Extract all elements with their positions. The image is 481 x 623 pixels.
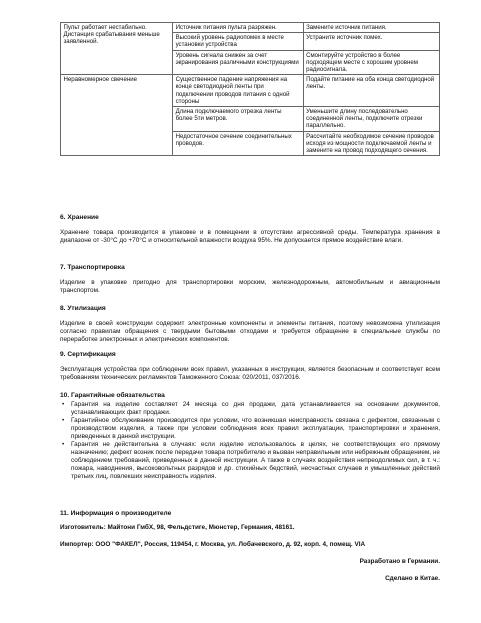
section-text: Изделие в своей конструкции содержит электронные компоненты и элементы питания, поэтому невозможна утилизация согласно правилам обращения с твердыми бытовыми отходами и требуется обращение в специальные службы по переработке электронных и электрических компонентов.	[60, 320, 440, 343]
section-heading: 7. Транспортировка	[60, 264, 125, 271]
section-text: Хранение товара производится в упаковке и в помещении в отсутствии агрессивной среды. Температура хранения в диапазоне от -30°C до +70°C и относительной влажности воздуха 95%. Не допускается прямое воздействие влаги.	[60, 229, 440, 244]
section-transport	[60, 264, 440, 295]
manufacturer-line: Изготовитель: Майтони ГмбХ, 98, Фельдстиге, Мюнстер, Германия, 48161.	[60, 524, 295, 531]
developed-in-line: Разработано в Германии.	[359, 558, 440, 565]
section-certification	[60, 351, 440, 382]
section-heading: 6. Хранение	[60, 214, 99, 221]
section-heading: 10. Гарантийные обязательства	[60, 392, 165, 399]
table-cell-solution: Замените источник питания.	[303, 23, 439, 33]
table-row	[61, 75, 440, 107]
section-manufacturer	[60, 510, 440, 583]
table-cell-cause: Недостаточное сечение соединительных проводов.	[173, 131, 304, 156]
made-in-line: Сделано в Китае.	[385, 575, 440, 582]
table-cell-problem: Неравномерное свечение	[61, 75, 173, 156]
table-cell-solution: Рассчитайте необходимое сечение проводов исходя из мощности подключаемой ленты и замените на провод подходящего сечения.	[303, 131, 439, 156]
section-warranty	[60, 392, 440, 481]
section-disposal	[60, 305, 440, 344]
section-storage	[60, 214, 440, 245]
table-row	[61, 23, 440, 33]
importer-line: Импортер: ООО "ФАКЕЛ", Россия, 119454, г. Москва, ул. Лобачевского, д. 92, корп. 4, помещ. VIA	[60, 541, 366, 548]
list-item: • Гарантия не действительна в случаях: если изделие использовалось в целях, не соответствующих его прямому назначению; дефект возник после передачи товара потребителю и вызван неправильным или небрежным обращением, не соблюдением требований, приведенных в данной инструкции. А также в случаях воздействия непреодолимых сил, в т. ч.: пожара, наводнения, высоковольтных разрядов и др. стихийных бедствий, несчастных случаев и умышленных действий третьих лиц, повлекших неисправность изделия.	[71, 441, 440, 481]
table-cell-cause: Существенное падение напряжения на конце светодиодной ленты при подключении проводов питания с одной стороны	[173, 75, 304, 107]
section-heading: 9. Сертификация	[60, 351, 116, 358]
troubleshooting-table-wrap	[60, 22, 440, 156]
table-cell-cause: Высокий уровень радиопомех в месте установки устройства	[173, 33, 304, 50]
table-cell-cause: Источник питания пульта разряжен.	[173, 23, 304, 33]
table-cell-problem: Пульт работает нестабильно. Дистанция срабатывания меньше заявленной.	[61, 23, 173, 75]
section-text: Изделие в упаковке пригодно для транспортировки морским, железнодорожным, автомобильным и авиационным транспортом.	[60, 279, 440, 294]
list-item: • Гарантия на изделие составляет 24 месяца со дня продажи, дата устанавливается на основании документов, устанавливающих факт продажи.	[71, 401, 440, 417]
section-text: Эксплуатация устройства при соблюдении всех правил, указанных в инструкции, является безопасным и соответствует всем требованиям технических регламентов Таможенного Союза: 020/2011, 037/2016.	[60, 366, 440, 381]
table-cell-solution: Устраните источник помех.	[303, 33, 439, 50]
list-item: • Гарантийное обслуживание производится при условии, что возникшая неисправность связана с дефектом, связанным с производством изделия, а также при условии соблюдения всех правил эксплуатации, транспортировки и хранения, приведенных в данной инструкции.	[71, 417, 440, 441]
table-cell-solution: Уменьшите длину последовательно соединенной ленты, подключите отрезки параллельно.	[303, 107, 439, 132]
table-cell-cause: Уровень сигнала снижен за счет экранирования различными конструкциями	[173, 50, 304, 75]
warranty-list	[60, 401, 440, 481]
table-cell-solution: Подайте питание на оба конца светодиодной ленты.	[303, 75, 439, 107]
section-heading: 8. Утилизация	[60, 305, 106, 312]
table-cell-solution: Смонтируйте устройство в более подходящем месте с хорошим уровнем радиосигнала.	[303, 50, 439, 75]
section-heading: 11. Информация о производителе	[60, 510, 172, 517]
troubleshooting-table	[60, 22, 440, 156]
table-cell-cause: Длина подключаемого отрезка ленты более 5ти метров.	[173, 107, 304, 132]
